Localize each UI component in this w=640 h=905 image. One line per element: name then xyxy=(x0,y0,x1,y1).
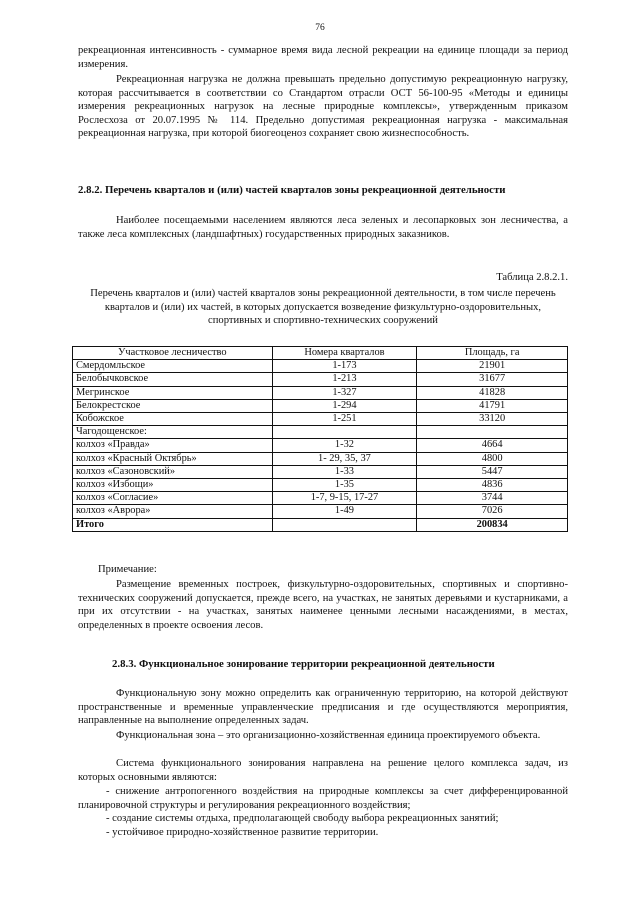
quarter-numbers: 1-32 xyxy=(272,439,417,452)
forestry-name: колхоз «Сазоновский» xyxy=(73,465,273,478)
section-heading-2-8-3: 2.8.3. Функциональное зонирование территории рекреационной деятельности xyxy=(112,658,495,670)
forest-quarters-table xyxy=(72,346,568,532)
table-row xyxy=(73,452,568,465)
page-number: 76 xyxy=(315,23,325,33)
quarter-numbers: 1-173 xyxy=(272,360,417,373)
table-row xyxy=(73,386,568,399)
quarter-numbers: 1-49 xyxy=(272,505,417,518)
quarter-numbers: 1-327 xyxy=(272,386,417,399)
list-item: - создание системы отдыха, предполагающей свободу выбора рекреационных занятий; xyxy=(106,813,499,825)
table-row xyxy=(73,426,568,439)
area-ha: 41828 xyxy=(417,386,568,399)
table-header-cell: Участковое лесничество xyxy=(73,347,273,360)
section-2-8-2-paragraph: Наиболее посещаемыми населением являются леса зеленых и лесопарковых зон лесничества, а также леса комплексных (ландшафтных) государственных природных заказников. xyxy=(78,215,568,240)
quarter-numbers: 1-7, 9-15, 17-27 xyxy=(272,492,417,505)
table-row xyxy=(73,492,568,505)
forestry-name: колхоз «Красный Октябрь» xyxy=(73,452,273,465)
table-row xyxy=(73,360,568,373)
table-header-cell: Номера кварталов xyxy=(272,347,417,360)
area-ha: 21901 xyxy=(417,360,568,373)
table-caption: Перечень кварталов и (или) частей кварталов зоны рекреационной деятельности, в том числе перечень кварталов и (или) их частей, в которых допускается возведение физкультурно-оздоровительных, спортивных и спортивно-технических сооружений xyxy=(90,288,556,327)
quarter-numbers: 1- 29, 35, 37 xyxy=(272,452,417,465)
intro-paragraph-2: Рекреационная нагрузка не должна превышать предельно допустимую рекреационную нагрузку, которая рассчитывается в соответствии со Стандартом отрасли ОСТ 56-100-95 «Методы и единицы измерения рекреационных нагрузок на лесные природные комплексы», утвержденным приказом Рослесхоза от 20.07.1995 № 114. Предельно допустимая рекреационная нагрузка - максимальная рекреационная нагрузка, при которой биогеоценоз сохраняет свою жизнеспособность. xyxy=(78,74,568,140)
area-ha: 7026 xyxy=(417,505,568,518)
area-ha: 41791 xyxy=(417,399,568,412)
total-label: Итого xyxy=(73,518,273,531)
table-header-cell: Площадь, га xyxy=(417,347,568,360)
table-header-row xyxy=(73,347,568,360)
table-total-row xyxy=(73,518,568,531)
table-row xyxy=(73,479,568,492)
note-title: Примечание: xyxy=(98,564,157,575)
table-row xyxy=(73,505,568,518)
quarter-numbers xyxy=(272,426,417,439)
total-quarters-empty xyxy=(272,518,417,531)
table-row xyxy=(73,399,568,412)
forestry-name: Смердомльское xyxy=(73,360,273,373)
quarter-numbers: 1-35 xyxy=(272,479,417,492)
forestry-name: Белокрестское xyxy=(73,399,273,412)
quarter-numbers: 1-33 xyxy=(272,465,417,478)
table-row xyxy=(73,413,568,426)
section-2-8-3-paragraph-2: Функциональная зона – это организационно-хозяйственная единица проектируемого объекта. xyxy=(116,730,541,741)
section-2-8-3-paragraph-3: Система функционального зонирования направлена на решение целого комплекса задач, из которых основными являются: xyxy=(78,758,568,783)
quarter-numbers: 1-213 xyxy=(272,373,417,386)
forestry-name: Мегринское xyxy=(73,386,273,399)
table-row xyxy=(73,439,568,452)
table-number: Таблица 2.8.2.1. xyxy=(496,272,568,283)
forestry-name: колхоз «Аврора» xyxy=(73,505,273,518)
table-row xyxy=(73,465,568,478)
area-ha: 31677 xyxy=(417,373,568,386)
section-heading-2-8-2: 2.8.2. Перечень кварталов и (или) частей кварталов зоны рекреационной деятельности xyxy=(78,184,506,196)
area-ha: 4800 xyxy=(417,452,568,465)
quarter-numbers: 1-294 xyxy=(272,399,417,412)
forestry-name: Белобычковское xyxy=(73,373,273,386)
area-ha: 3744 xyxy=(417,492,568,505)
forestry-name: колхоз «Правда» xyxy=(73,439,273,452)
area-ha: 33120 xyxy=(417,413,568,426)
quarter-numbers: 1-251 xyxy=(272,413,417,426)
area-ha: 5447 xyxy=(417,465,568,478)
forestry-name: Кобожское xyxy=(73,413,273,426)
area-ha xyxy=(417,426,568,439)
intro-paragraph-1: рекреационная интенсивность - суммарное время вида лесной рекреации на единице площади за период измерения. xyxy=(78,45,568,70)
forestry-name: колхоз «Избощи» xyxy=(73,479,273,492)
list-item: - устойчивое природно-хозяйственное развитие территории. xyxy=(106,826,379,838)
total-area: 200834 xyxy=(417,518,568,531)
area-ha: 4836 xyxy=(417,479,568,492)
area-ha: 4664 xyxy=(417,439,568,452)
forestry-name: колхоз «Согласие» xyxy=(73,492,273,505)
list-item: - снижение антропогенного воздействия на природные комплексы за счет дифференцированной планировочной структуры и регулирования рекреационного воздействия; xyxy=(78,786,568,811)
forestry-name: Чагодощенское: xyxy=(73,426,273,439)
objectives-list xyxy=(78,785,568,839)
section-2-8-3-paragraph-1: Функциональную зону можно определить как ограниченную территорию, на которой действуют пространственные и временные управленческие предписания и где осуществляются мероприятия, направленные на выполнение определенных задач. xyxy=(78,688,568,727)
table-row xyxy=(73,373,568,386)
note-text: Размещение временных построек, физкультурно-оздоровительных, спортивных и спортивно-технических сооружений допускается, прежде всего, на участках, не занятых деревьями и кустарниками, а при их отсутствии - на участках, занятых наименее ценными лесными насаждениями, в местах, определенных в проекте освоения лесов. xyxy=(78,579,568,631)
